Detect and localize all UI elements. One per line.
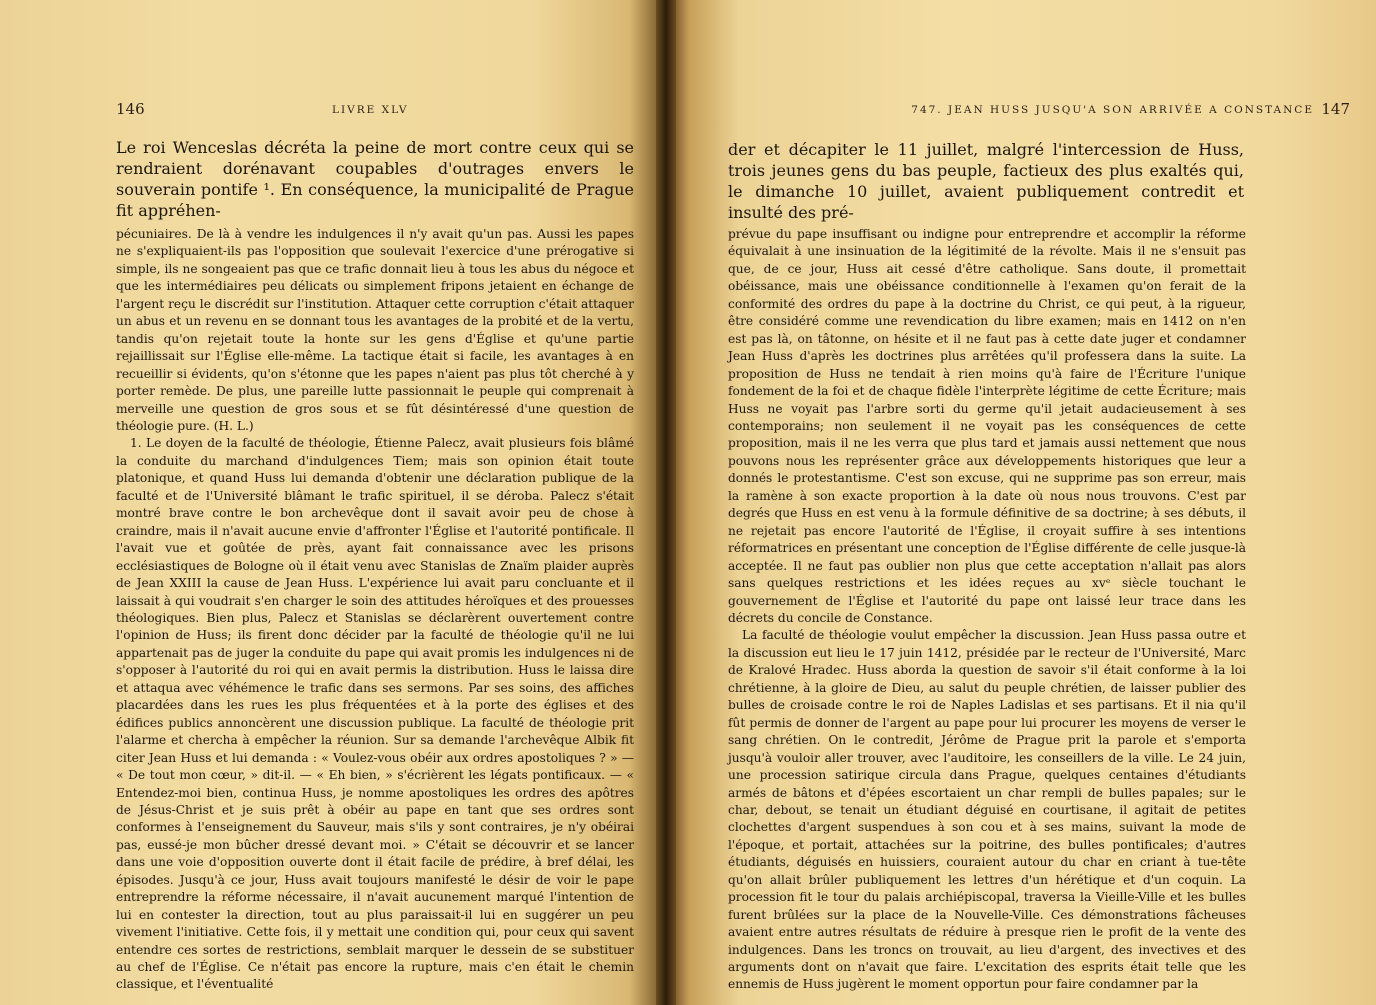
footnotes: [728, 226, 1246, 994]
page-number: 147: [1321, 100, 1350, 118]
footnote-continuation: prévue du pape insuffisant ou indigne pour entreprendre et accomplir la réforme équivalait à une insinuation de la légitimité de la révolte. Mais il ne s'ensuit pas que, de ce jour, Huss ait cessé d'être catholique. Sans doute, il promettait obéissance, mais une obéissance conditionnelle à l'examen qu'on ferait de la conformité des ordres du pape à la doctrine du Christ, ce qui peut, à la rigueur, être considéré comme une revendication du libre examen; mais en 1412 on n'en est pas là, on tâtonne, on hésite et il ne faut pas à cette date juger et condamner Jean Huss d'après les doctrines plus arrêtées qu'il professera dans la suite. La proposition de Huss ne tendait à rien moins qu'à faire de l'Écriture l'unique fondement de la foi et de chaque fidèle l'interprète légitime de cette Écriture; mais Huss ne voyait pas l'arbre sorti du germe qu'il jetait audacieusement à ses contemporains; non seulement il ne voyait pas les conséquences de cette proposition, mais il ne les verra que plus tard et jamais aussi nettement que nous pouvons nous les représenter grâce aux développements historiques que leur a donnés le protestantisme. C'est son excuse, qui ne supprime pas son erreur, mais la ramène à son exacte proportion à la date où nous nous trouvons. C'est par degrés que Huss en est venu à la formule définitive de sa doctrine; à ses débuts, il ne rejetait pas encore l'autorité de l'Église, il croyait suffire à ses intentions réformatrices en présentant une conception de l'Église différente de celle jusque-là acceptée. Il ne faut pas oublier non plus que cette acceptation n'allait pas alors sans quelques restrictions et les idées reçues au xvᵉ siècle touchant le gouvernement de l'Église et l'autorité du pape ont laissé leur trace dans les décrets du concile de Constance.: [728, 227, 1246, 625]
right-page: [668, 0, 1376, 1005]
book-gutter: [656, 0, 676, 1005]
footnote-paragraph: La faculté de théologie voulut empêcher la discussion. Jean Huss passa outre et la discussion eut lieu le 17 juin 1412, présidée par le recteur de l'Université, Marc de Kralové Hradec. Huss aborda la question de savoir s'il était conforme à la loi chrétienne, à la gloire de Dieu, au salut du peuple chrétien, de laisser publier des bulles de croisade contre le roi de Naples Ladislas et ses partisans. Et il nia qu'il fût permis de donner de l'argent au pape pour lui procurer les moyens de verser le sang chrétien. On le contredit, Jérôme de Prague prit la parole et s'emporta jusqu'à vouloir aller trouver, avec l'auditoire, les conseillers de la ville. Le 24 juin, une procession satirique circula dans Prague, quelques centaines d'étudiants armés de bâtons et d'épées escortaient un char rempli de bulles papales; sur le char, debout, se tenait un étudiant déguisé en courtisane, il agitait de petites clochettes d'argent suspendues à son cou et à ses mains, suivant la mode de l'époque, et portait, attachées sur la poitrine, des bulles pontificales; d'autres étudiants, déguisés en huissiers, couraient autour du char en criant à tue-tête qu'on allait brûler publiquement les lettres d'un hérétique et d'un coquin. La procession fit le tour du palais archiépiscopal, traversa la Vieille-Ville et les bulles furent brûlées sur la place de la Nouvelle-Ville. Ces démonstrations fâcheuses avaient entre autres résultats de réduire à presque rien le profit de la vente des indulgences. Dans les troncs on trouvait, au lieu d'argent, des invectives et des arguments dont on n'avait que faire. L'excitation des esprits était telle que les ennemis de Huss jugèrent le moment opportun pour faire condamner par la: [728, 628, 1246, 992]
main-text: Le roi Wenceslas décréta la peine de mort contre ceux qui se rendraient dorénavant coupables d'outrages envers le souverain pontife ¹. En conséquence, la municipalité de Prague fit appréhen-: [116, 138, 634, 220]
right-page-header: [776, 100, 1350, 122]
running-head: 747. JEAN HUSS JUSQU'A SON ARRIVÉE A CONSTANCE: [911, 104, 1314, 116]
footnote-1: 1. Le doyen de la faculté de théologie, Étienne Palecz, avait plusieurs fois blâmé la conduite du marchand d'indulgences Tiem; mais son opinion était toute platonique, et quand Huss lui demanda d'obtenir une déclaration publique de la faculté et de l'Université blâmant le trafic spirituel, il se déroba. Palecz s'était montré brave contre le bon archevêque dont il savait avoir peu de chose à craindre, mais il n'avait aucune envie d'affronter l'Église et l'autorité pontificale. Il l'avait vue et goûtée de près, ayant fait connaissance avec les prisons ecclésiastiques de Bologne où il était venu avec Stanislas de Znaïm plaider auprès de Jean XXIII la cause de Jean Huss. L'expérience lui avait paru concluante et il laissait à qui voudrait s'en charger le soin des attitudes héroïques et des prouesses théologiques. Bien plus, Palecz et Stanislas se déclarèrent ouvertement contre l'opinion de Huss; ils firent donc décider par la faculté de théologie qu'il ne lui appartenait pas de juger la conduite du pape qui avait promis les indulgences ni de s'opposer à l'autorité du roi qui en avait permis la distribution. Huss le laissa dire et attaqua avec véhémence le trafic dans ses sermons. Par ses soins, des affiches placardées dans les rues les plus fréquentées et à la porte des églises et des édifices publics annoncèrent une discussion publique. La faculté de théologie prit l'alarme et chercha à empêcher la réunion. Sur sa demande l'archevêque Albik fit citer Jean Huss et lui demanda : « Voulez-vous obéir aux ordres apostoliques ? » — « De tout mon cœur, » dit-il. — « Eh bien, » s'écrièrent les légats pontificaux. — « Entendez-moi bien, continua Huss, je nomme apostoliques les ordres des apôtres de Jésus-Christ et je suis prêt à obéir au pape en tant que ses ordres sont conformes à l'enseignement du Sauveur, mais s'ils y sont contraires, je n'y obéirai pas, eussé-je mon bûcher dressé devant moi. » C'était se découvrir et se lancer dans une voie d'opposition ouverte dont il était facile de prédire, à bref délai, les épisodes. Jusqu'à ce jour, Huss avait toujours manifesté le désir de voir le pape entreprendre la réforme nécessaire, il n'avait aucunement marqué l'intention de lui en contester la direction, tout au plus paraissait-il lui en suggérer un peu vivement l'initiative. Cette fois, il y mettait une condition qui, pour ceux qui savent entendre ces sortes de restrictions, semblait marquer le dessein de se substituer au chef de l'Église. Ce n'était pas encore la rupture, mais c'en était le chemin classique, et l'éventualité: [116, 436, 634, 992]
footnotes: [116, 226, 634, 994]
left-page-header: [116, 100, 636, 122]
footnote-continuation: pécuniaires. De là à vendre les indulgences il n'y avait qu'un pas. Aussi les papes ne s'expliquaient-ils pas l'opposition que soulevait l'exercice d'une prérogative si simple, ils ne songeaient pas que ce trafic donnait lieu à tous les abus du négoce et que les intermédiaires peu délicats ou simplement fripons jetaient en échange de l'argent reçu le discrédit sur l'institution. Attaquer cette corruption c'était attaquer un abus et un revenu en se donnant tous les avantages de la probité et de la vertu, tandis qu'on rejetait toute la honte sur les gens d'Église et qu'une partie rejaillissait sur l'Église elle-même. La tactique était si facile, les avantages à en recueillir si évidents, qu'on s'étonne que les papes n'aient pas plus tôt cherché à y porter remède. De plus, une pareille lutte passionnait le peuple qui comprenait à merveille une question de gros sous et se fût désintéressé d'une question de théologie pure. (H. L.): [116, 227, 634, 433]
left-page: [0, 0, 662, 1005]
page-number: 146: [116, 100, 145, 118]
main-text: der et décapiter le 11 juillet, malgré l'intercession de Huss, trois jeunes gens du bas peuple, factieux des plus exaltés qui, le dimanche 10 juillet, avaient publiquement contredit et insulté des pré-: [728, 140, 1244, 222]
running-head: LIVRE XLV: [332, 104, 409, 116]
